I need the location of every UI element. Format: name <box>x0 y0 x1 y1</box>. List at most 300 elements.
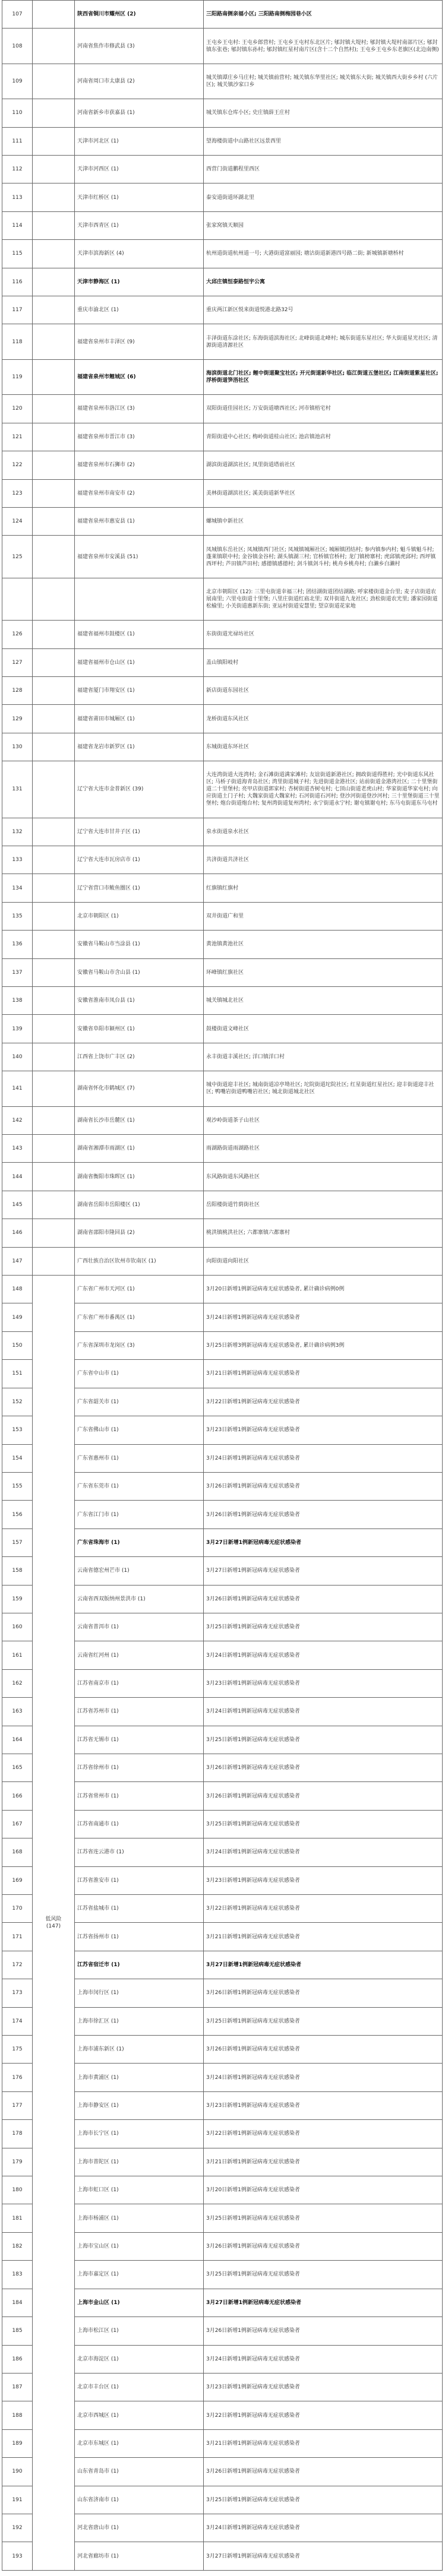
region-cell: 福建省泉州市惠安县 (1) <box>75 507 204 535</box>
detail-cell: 3月25日新增1例新冠病毒无症状感染者 <box>204 2486 443 2514</box>
row-index-cell: 171 <box>2 1923 33 1951</box>
detail-cell: 3月21日新增1例新冠病毒无症状感染者 <box>204 1360 443 1388</box>
detail-cell: 3月25日新增1例新冠病毒无症状感染者 <box>204 2261 443 2289</box>
detail-cell: 3月26日新增1例新冠病毒无症状感染者 <box>204 2317 443 2345</box>
risk-level-cell <box>33 705 75 733</box>
row-index-cell: 127 <box>2 648 33 676</box>
detail-cell: 观沙岭街道茶子山社区 <box>204 1106 443 1134</box>
table-row <box>2 621 443 648</box>
detail-cell: 3月25日新增3例新冠病毒无症状感染者, 累计确诊病例3例 <box>204 1331 443 1359</box>
region-cell: 安徽省阜阳市颍州区 (1) <box>75 1015 204 1043</box>
table-row <box>2 818 443 846</box>
region-cell: 云南省西双版纳州景洪市 (1) <box>75 1585 204 1613</box>
detail-cell: 望海楼街道中山路社区远景西里 <box>204 127 443 155</box>
detail-cell: 湖滨街道湖滨社区; 凤里街道塔前社区 <box>204 451 443 479</box>
region-cell: 江西省上饶市广丰区 (2) <box>75 1043 204 1071</box>
row-index-cell: 144 <box>2 1163 33 1191</box>
region-cell: 上海市普陀区 (1) <box>75 2148 204 2176</box>
detail-cell: 3月20日新增1例新冠病毒无症状感染者 <box>204 2176 443 2204</box>
detail-cell: 大连湾街道大连湾村; 金石滩街道满家滩村; 友谊街道新港社区; 拥政街道得胜村; 光中街道东风社区; 马桥子街道海青岛社区; 湾里街道城子村; 先进街道金港社区; 站前街道金港湾社区; 二十里堡街道二十里堡村; 亮甲店街道郭家村; 杏树街道杏树屯村; 七顶山街道老虎山村; 华家街道华家屯村; 向应街道土门子村; 大魏家街道大魏家村; 石河街道石河村; 登沙河街道登沙河村; 三十里堡街道三十里堡村; 炮台街道炮台村; 复州湾街道复州湾村; 永宁街道永宁村; 谢屯镇谢屯村; 东马屯街道东马屯村 <box>204 761 443 818</box>
risk-level-cell <box>33 1191 75 1219</box>
row-index-cell: 154 <box>2 1444 33 1472</box>
detail-cell: 3月26日新增1例新冠病毒无症状感染者 <box>204 1754 443 1781</box>
region-cell: 上海市长宁区 (1) <box>75 2120 204 2148</box>
region-cell: 广东省深圳市龙岗区 (3) <box>75 1331 204 1359</box>
risk-level-cell <box>33 1247 75 1275</box>
region-cell: 江苏省无锡市 (1) <box>75 1726 204 1754</box>
region-cell: 河南省新乡市获嘉县 (1) <box>75 99 204 127</box>
row-index-cell: 187 <box>2 2373 33 2401</box>
row-index-cell: 120 <box>2 395 33 423</box>
detail-cell: 鼓楼街道文峰社区 <box>204 1015 443 1043</box>
table-row <box>2 578 443 620</box>
detail-cell: 重庆两江新区悦来街道悦港北路32号 <box>204 296 443 324</box>
row-index-cell: 191 <box>2 2486 33 2514</box>
risk-level-cell <box>33 1 75 29</box>
row-index-cell: 137 <box>2 958 33 986</box>
risk-level-cell <box>33 64 75 99</box>
region-cell: 天津市滨海新区 (4) <box>75 240 204 268</box>
region-cell: 云南省红河州 (1) <box>75 1641 204 1669</box>
region-cell: 上海市金山区 (1) <box>75 2289 204 2316</box>
region-cell: 广东省佛山市 (1) <box>75 1416 204 1444</box>
region-cell: 陕西省铜川市耀州区 (2) <box>75 1 204 29</box>
risk-level-cell <box>33 211 75 239</box>
region-cell: 重庆市渝北区 (1) <box>75 296 204 324</box>
detail-cell: 城关镇谭庄乡马庄村; 城关镇前营村; 城关镇东华里社区; 城关镇东大街; 城关镇西大街乡乡村 (六片区); 城关镇沙家口乡 <box>204 64 443 99</box>
risk-level-cell <box>33 931 75 958</box>
table-row <box>2 1071 443 1106</box>
row-index-cell: 134 <box>2 874 33 902</box>
table-row <box>2 733 443 761</box>
detail-cell: 3月25日新增1例新冠病毒无症状感染者 <box>204 2007 443 2035</box>
region-cell: 河北省唐山市 (1) <box>75 2514 204 2542</box>
region-cell: 福建省福州市鼓楼区 (1) <box>75 621 204 648</box>
detail-cell: 3月25日新增1例新冠病毒无症状感染者 <box>204 1810 443 1838</box>
detail-cell: 3月24日新增1例新冠病毒无症状感染者 <box>204 2514 443 2542</box>
detail-cell: 丰泽街道东涂社区; 东海街道滨海社区; 北峰街道北峰村; 城东街道东星社区; 华大街道星光社区; 清源街道清源社区 <box>204 324 443 359</box>
detail-cell: 共济街道共济社区 <box>204 846 443 874</box>
region-cell: 上海市松江区 (1) <box>75 2317 204 2345</box>
table-row <box>2 1247 443 1275</box>
region-cell: 安徽省马鞍山市当涂县 (1) <box>75 931 204 958</box>
region-cell: 山东省青岛市 (1) <box>75 2458 204 2486</box>
region-cell: 福建省龙岩市新罗区 (1) <box>75 733 204 761</box>
detail-cell: 盖山镇阳岐村 <box>204 648 443 676</box>
detail-cell: 3月25日新增1例新冠病毒无症状感染者 <box>204 2204 443 2232</box>
detail-cell: 3月26日新增1例新冠病毒无症状感染者 <box>204 1472 443 1500</box>
risk-level-cell <box>33 761 75 818</box>
risk-level-cell <box>33 240 75 268</box>
risk-level-cell: 低风险 (147) <box>33 1276 75 2571</box>
detail-cell: 东城街道东环社区 <box>204 733 443 761</box>
risk-level-cell <box>33 536 75 578</box>
row-index-cell: 162 <box>2 1669 33 1697</box>
row-index-cell: 173 <box>2 1979 33 2007</box>
region-cell: 福建省厦门市翔安区 (1) <box>75 676 204 704</box>
row-index-cell: 108 <box>2 29 33 64</box>
row-index-cell: 118 <box>2 324 33 359</box>
region-cell: 福建省泉州市南安市 (2) <box>75 479 204 507</box>
detail-cell: 城中街道迎丰社区; 城南街道凉亭坳社区; 坨院街道坨院社区; 红星街道红星社区; 迎丰街道迎丰社区; 鸭嘴岩街道鸭嘴岩社区; 城北街道城北社区 <box>204 1071 443 1106</box>
region-cell: 上海市徐汇区 (1) <box>75 2007 204 2035</box>
detail-cell: 3月26日新增1例新冠病毒无症状感染者 <box>204 1979 443 2007</box>
detail-cell: 3月26日新增1例新冠病毒无症状感染者 <box>204 2036 443 2064</box>
detail-cell: 大邱庄镇恒泰路恒宇公寓 <box>204 268 443 296</box>
row-index-cell: 183 <box>2 2261 33 2289</box>
table-row <box>2 987 443 1015</box>
region-cell: 广东省珠海市 (1) <box>75 1528 204 1556</box>
region-cell: 江苏省常州市 (1) <box>75 1782 204 1810</box>
row-index-cell: 169 <box>2 1866 33 1894</box>
detail-cell: 3月27日新增1例新冠病毒无症状感染者 <box>204 1951 443 1979</box>
risk-level-cell <box>33 183 75 211</box>
row-index-cell: 161 <box>2 1641 33 1669</box>
region-cell: 江苏省连云港市 (1) <box>75 1838 204 1866</box>
detail-cell: 张家窝镇天顺园 <box>204 211 443 239</box>
detail-cell: 3月21日新增1例新冠病毒无症状感染者 <box>204 2148 443 2176</box>
table-row <box>2 1106 443 1134</box>
region-cell: 广东省广州市天河区 (1) <box>75 1276 204 1303</box>
region-cell: 天津市河西区 (1) <box>75 156 204 183</box>
table-row <box>2 1135 443 1163</box>
region-cell: 云南省德宏州芒市 (1) <box>75 1557 204 1585</box>
row-index-cell: 149 <box>2 1303 33 1331</box>
row-index-cell: 156 <box>2 1501 33 1528</box>
detail-cell: 3月22日新增1例新冠病毒无症状感染者 <box>204 2401 443 2429</box>
row-index-cell: 165 <box>2 1754 33 1781</box>
row-index-cell: 157 <box>2 1528 33 1556</box>
row-index-cell: 193 <box>2 2542 33 2570</box>
detail-cell: 3月22日新增1例新冠病毒无症状感染者 <box>204 2120 443 2148</box>
risk-level-cell <box>33 1106 75 1134</box>
risk-level-cell <box>33 507 75 535</box>
detail-cell: 3月25日新增1例新冠病毒无症状感染者 <box>204 1613 443 1641</box>
detail-cell: 3月24日新增1例新冠病毒无症状感染者 <box>204 1698 443 1726</box>
detail-cell: 红旗镇红旗村 <box>204 874 443 902</box>
region-cell: 福建省泉州市晋江市 (3) <box>75 423 204 451</box>
row-index-cell: 176 <box>2 2064 33 2091</box>
region-cell: 山东省济南市 (1) <box>75 2486 204 2514</box>
region-cell: 福建省泉州市安溪县 (51) <box>75 536 204 578</box>
region-cell: 广东省中山市 (1) <box>75 1360 204 1388</box>
detail-cell: 东街街道光禄坊社区 <box>204 621 443 648</box>
region-cell: 江苏省淮安市 (1) <box>75 1866 204 1894</box>
row-index-cell: 172 <box>2 1951 33 1979</box>
region-cell: 上海市嘉定区 (1) <box>75 2261 204 2289</box>
detail-cell: 3月22日新增1例新冠病毒无症状感染者 <box>204 1895 443 1923</box>
table-row <box>2 156 443 183</box>
region-cell: 广东省东莞市 (1) <box>75 1472 204 1500</box>
detail-cell: 3月20日新增1例新冠病毒无症状感染者, 累计确诊病例0例 <box>204 1276 443 1303</box>
region-cell: 湖南省邵阳市隆回县 (2) <box>75 1219 204 1247</box>
row-index-cell: 139 <box>2 1015 33 1043</box>
row-index-cell <box>2 578 33 620</box>
region-cell: 江苏省南京市 (1) <box>75 1669 204 1697</box>
detail-cell: 美林街道湖滨社区; 溪美街道新华社区 <box>204 479 443 507</box>
row-index-cell: 185 <box>2 2317 33 2345</box>
region-cell: 福建省泉州市鲤城区 (6) <box>75 359 204 394</box>
row-index-cell: 158 <box>2 1557 33 1585</box>
detail-cell: 3月25日新增1例新冠病毒无症状感染者 <box>204 1726 443 1754</box>
detail-cell: 三阳路南侧亲福小区; 三阳路南侧梅园巷小区 <box>204 1 443 29</box>
row-index-cell: 107 <box>2 1 33 29</box>
detail-cell: 螺城镇中新社区 <box>204 507 443 535</box>
region-cell: 安徽省淮南市凤台县 (1) <box>75 987 204 1015</box>
row-index-cell: 178 <box>2 2120 33 2148</box>
row-index-cell: 188 <box>2 2401 33 2429</box>
row-index-cell: 159 <box>2 1585 33 1613</box>
risk-area-table-body <box>2 1 443 2571</box>
region-cell: 湖南省长沙市岳麓区 (1) <box>75 1106 204 1134</box>
detail-cell: 城关镇东仓库小区; 史庄镇薛王庄村 <box>204 99 443 127</box>
risk-level-cell <box>33 268 75 296</box>
row-index-cell: 167 <box>2 1810 33 1838</box>
row-index-cell: 189 <box>2 2429 33 2457</box>
detail-cell: 3月26日新增1例新冠病毒无症状感染者 <box>204 2232 443 2260</box>
risk-level-cell <box>33 846 75 874</box>
row-index-cell: 117 <box>2 296 33 324</box>
table-row <box>2 874 443 902</box>
risk-level-cell <box>33 987 75 1015</box>
row-index-cell: 131 <box>2 761 33 818</box>
detail-cell: 3月24日新增1例新冠病毒无症状感染者 <box>204 1444 443 1472</box>
region-cell: 北京市西城区 (1) <box>75 2401 204 2429</box>
row-index-cell: 143 <box>2 1135 33 1163</box>
risk-level-cell <box>33 451 75 479</box>
region-cell: 天津市河北区 (1) <box>75 127 204 155</box>
region-cell: 福建省莆田市城厢区 (1) <box>75 705 204 733</box>
table-row <box>2 451 443 479</box>
detail-cell: 龙桥街道东风社区 <box>204 705 443 733</box>
region-cell: 福建省泉州市丰泽区 (9) <box>75 324 204 359</box>
region-cell: 广东省惠州市 (1) <box>75 1444 204 1472</box>
row-index-cell: 186 <box>2 2345 33 2373</box>
region-cell: 上海市浦东新区 (1) <box>75 2036 204 2064</box>
row-index-cell: 114 <box>2 211 33 239</box>
table-row <box>2 846 443 874</box>
detail-cell: 王屯乡王屯村: 王屯乡郎营村; 王屯乡王屯村东北区片; 郇封镇大堤村; 郇封镇大堤村南部片区; 郇封镇东张巷; 郇封镇东孙村; 郇封镇红星村南片区(含十二个自然村); 王屯乡王屯乡东老旗区(北边南侧) <box>204 29 443 64</box>
row-index-cell: 126 <box>2 621 33 648</box>
region-cell: 广东省韶关市 (1) <box>75 1388 204 1416</box>
risk-level-cell <box>33 395 75 423</box>
detail-cell: 3月21日新增1例新冠病毒无症状感染者 <box>204 2429 443 2457</box>
region-cell: 江苏省盐城市 (1) <box>75 1895 204 1923</box>
risk-level-cell <box>33 648 75 676</box>
risk-level-cell <box>33 874 75 902</box>
row-index-cell: 140 <box>2 1043 33 1071</box>
risk-level-cell <box>33 676 75 704</box>
detail-cell: 3月24日新增1例新冠病毒无症状感染者 <box>204 1641 443 1669</box>
risk-level-cell <box>33 1163 75 1191</box>
region-cell: 湖南省岳阳市岳阳楼区 (1) <box>75 1191 204 1219</box>
row-index-cell: 130 <box>2 733 33 761</box>
risk-level-cell <box>33 359 75 394</box>
row-index-cell: 181 <box>2 2204 33 2232</box>
region-cell: 江苏省扬州市 (1) <box>75 1923 204 1951</box>
detail-cell: 永丰街道丰溪社区; 洋口镇洋口村 <box>204 1043 443 1071</box>
row-index-cell: 145 <box>2 1191 33 1219</box>
risk-level-cell <box>33 733 75 761</box>
row-index-cell: 110 <box>2 99 33 127</box>
region-cell: 福建省泉州市石狮市 (2) <box>75 451 204 479</box>
region-cell: 辽宁省营口市鲅鱼圈区 (1) <box>75 874 204 902</box>
region-cell: 云南省普洱市 (1) <box>75 1613 204 1641</box>
detail-cell: 3月23日新增1例新冠病毒无症状感染者 <box>204 1866 443 1894</box>
region-cell: 江苏省徐州市 (1) <box>75 1754 204 1781</box>
detail-cell: 3月27日新增1例新冠病毒无症状感染者 <box>204 2542 443 2570</box>
detail-cell: 3月23日新增1例新冠病毒无症状感染者 <box>204 1669 443 1697</box>
detail-cell: 3月27日新增1例新冠病毒无症状感染者 <box>204 2289 443 2316</box>
row-index-cell: 155 <box>2 1472 33 1500</box>
risk-level-cell <box>33 621 75 648</box>
table-row <box>2 29 443 64</box>
row-index-cell: 151 <box>2 1360 33 1388</box>
row-index-cell: 142 <box>2 1106 33 1134</box>
row-index-cell: 148 <box>2 1276 33 1303</box>
row-index-cell: 138 <box>2 987 33 1015</box>
detail-cell: 黄池镇黄池社区 <box>204 931 443 958</box>
detail-cell: 新店街道东园社区 <box>204 676 443 704</box>
detail-cell: 泉水街道泉水社区 <box>204 818 443 846</box>
row-index-cell: 119 <box>2 359 33 394</box>
row-index-cell: 170 <box>2 1895 33 1923</box>
detail-cell: 3月27日新增1例新冠病毒无症状感染者 <box>204 1557 443 1585</box>
region-cell: 北京市东城区 (1) <box>75 2429 204 2457</box>
table-row <box>2 507 443 535</box>
row-index-cell: 166 <box>2 1782 33 1810</box>
region-cell: 辽宁省大连市瓦房店市 (1) <box>75 846 204 874</box>
detail-cell: 城关镇城北社区 <box>204 987 443 1015</box>
region-cell: 湖南省怀化市鹤城区 (7) <box>75 1071 204 1106</box>
row-index-cell: 174 <box>2 2007 33 2035</box>
table-row <box>2 648 443 676</box>
region-cell: 北京市丰台区 (1) <box>75 2373 204 2401</box>
risk-level-cell <box>33 578 75 620</box>
detail-cell: 3月27日新增1例新冠病毒无症状感染者 <box>204 1528 443 1556</box>
risk-level-cell <box>33 324 75 359</box>
detail-cell: 3月26日新增1例新冠病毒无症状感染者 <box>204 1782 443 1810</box>
detail-cell: 环峰镇红旗社区 <box>204 958 443 986</box>
row-index-cell: 180 <box>2 2176 33 2204</box>
table-row <box>2 127 443 155</box>
detail-cell: 3月24日新增1例新冠病毒无症状感染者 <box>204 2345 443 2373</box>
table-row <box>2 296 443 324</box>
region-cell: 广东省广州市番禺区 (1) <box>75 1303 204 1331</box>
detail-cell: 3月24日新增1例新冠病毒无症状感染者 <box>204 1838 443 1866</box>
row-index-cell: 184 <box>2 2289 33 2316</box>
row-index-cell: 182 <box>2 2232 33 2260</box>
table-row <box>2 395 443 423</box>
table-row <box>2 1191 443 1219</box>
row-index-cell: 177 <box>2 2091 33 2119</box>
region-cell: 上海市宝山区 (1) <box>75 2232 204 2260</box>
region-cell: 河南省焦作市修武县 (3) <box>75 29 204 64</box>
table-row <box>2 324 443 359</box>
table-row <box>2 536 443 578</box>
table-row <box>2 64 443 99</box>
table-row <box>2 240 443 268</box>
row-index-cell: 190 <box>2 2458 33 2486</box>
region-cell: 辽宁省大连市甘井子区 (1) <box>75 818 204 846</box>
region-cell: 江苏省南通市 (1) <box>75 1810 204 1838</box>
risk-level-cell <box>33 99 75 127</box>
detail-cell: 凤城镇东岳社区; 凤城镇西门社区; 凤城镇城厢社区; 城厢镇团结村; 参内镇参内村; 魁斗镇魁斗村; 蓬莱镇联中村; 金谷镇金谷村; 湖头镇湖三村; 官桥镇官桥村; 龙门镇榜寨村; 虎邱镇虎邱村; 西坪镇西坪村; 芦田镇芦田村; 感德镇感德村; 剑斗镇剑斗村; 桃舟乡桃舟村; 白濑乡白濑村 <box>204 536 443 578</box>
region-cell: 广西壮族自治区钦州市钦南区 (1) <box>75 1247 204 1275</box>
region-cell: 上海市虹口区 (1) <box>75 2176 204 2204</box>
detail-cell: 东风路街道东风路社区 <box>204 1163 443 1191</box>
region-cell: 天津市红桥区 (1) <box>75 183 204 211</box>
row-index-cell: 133 <box>2 846 33 874</box>
region-cell <box>75 578 204 620</box>
table-row <box>2 359 443 394</box>
region-cell: 北京市朝阳区 (1) <box>75 902 204 930</box>
detail-cell: 3月23日新增1例新冠病毒无症状感染者 <box>204 2373 443 2401</box>
detail-cell: 双阳街道佳园社区; 万安街道塘西社区; 河市镇梧宅村 <box>204 395 443 423</box>
row-index-cell: 128 <box>2 676 33 704</box>
detail-cell: 向阳街道向阳社区 <box>204 1247 443 1275</box>
table-row <box>2 761 443 818</box>
region-cell: 湖南省湘潭市雨湖区 (1) <box>75 1135 204 1163</box>
region-cell: 上海市静安区 (1) <box>75 2091 204 2119</box>
row-index-cell: 152 <box>2 1388 33 1416</box>
risk-level-cell <box>33 29 75 64</box>
region-cell: 上海市黄浦区 (1) <box>75 2064 204 2091</box>
detail-cell: 3月24日新增1例新冠病毒无症状感染者 <box>204 1303 443 1331</box>
table-row <box>2 1 443 29</box>
risk-level-cell <box>33 127 75 155</box>
risk-level-cell <box>33 156 75 183</box>
risk-area-table <box>2 0 443 2571</box>
detail-cell: 泰安道街道环湖北里 <box>204 183 443 211</box>
risk-level-cell <box>33 296 75 324</box>
table-row <box>2 931 443 958</box>
region-cell: 福建省福州市仓山区 (1) <box>75 648 204 676</box>
detail-cell: 3月22日新增1例新冠病毒无症状感染者 <box>204 1388 443 1416</box>
row-index-cell: 122 <box>2 451 33 479</box>
table-row <box>2 902 443 930</box>
table-row <box>2 1219 443 1247</box>
row-index-cell: 164 <box>2 1726 33 1754</box>
detail-cell: 3月24日新增1例新冠病毒无症状感染者 <box>204 2064 443 2091</box>
risk-level-cell <box>33 1135 75 1163</box>
row-index-cell: 123 <box>2 479 33 507</box>
row-index-cell: 153 <box>2 1416 33 1444</box>
table-row <box>2 479 443 507</box>
row-index-cell: 147 <box>2 1247 33 1275</box>
row-index-cell: 141 <box>2 1071 33 1106</box>
region-cell: 天津市西青区 (1) <box>75 211 204 239</box>
row-index-cell: 109 <box>2 64 33 99</box>
detail-cell: 桃洪镇桃洪社区; 六都寨镇六都寨村 <box>204 1219 443 1247</box>
table-row <box>2 99 443 127</box>
risk-level-cell <box>33 818 75 846</box>
table-row <box>2 1043 443 1071</box>
region-cell: 北京市海淀区 (1) <box>75 2345 204 2373</box>
row-index-cell: 160 <box>2 1613 33 1641</box>
row-index-cell: 168 <box>2 1838 33 1866</box>
row-index-cell: 132 <box>2 818 33 846</box>
table-row <box>2 211 443 239</box>
risk-level-cell <box>33 902 75 930</box>
table-row <box>2 1163 443 1191</box>
row-index-cell: 135 <box>2 902 33 930</box>
risk-level-cell <box>33 1071 75 1106</box>
detail-cell: 杭州道街道杭州道一号; 大港街道富丽园; 塘沽街道新港四号路二街; 新城镇新塘桥村 <box>204 240 443 268</box>
detail-cell: 双井街道广和里 <box>204 902 443 930</box>
detail-cell: 海滨街道北门社区; 鲤中街道聚宝社区; 开元街道新华社区; 临江街道五堡社区; 江南街道紫星社区; 浮桥街道笋浯社区 <box>204 359 443 394</box>
row-index-cell: 163 <box>2 1698 33 1726</box>
